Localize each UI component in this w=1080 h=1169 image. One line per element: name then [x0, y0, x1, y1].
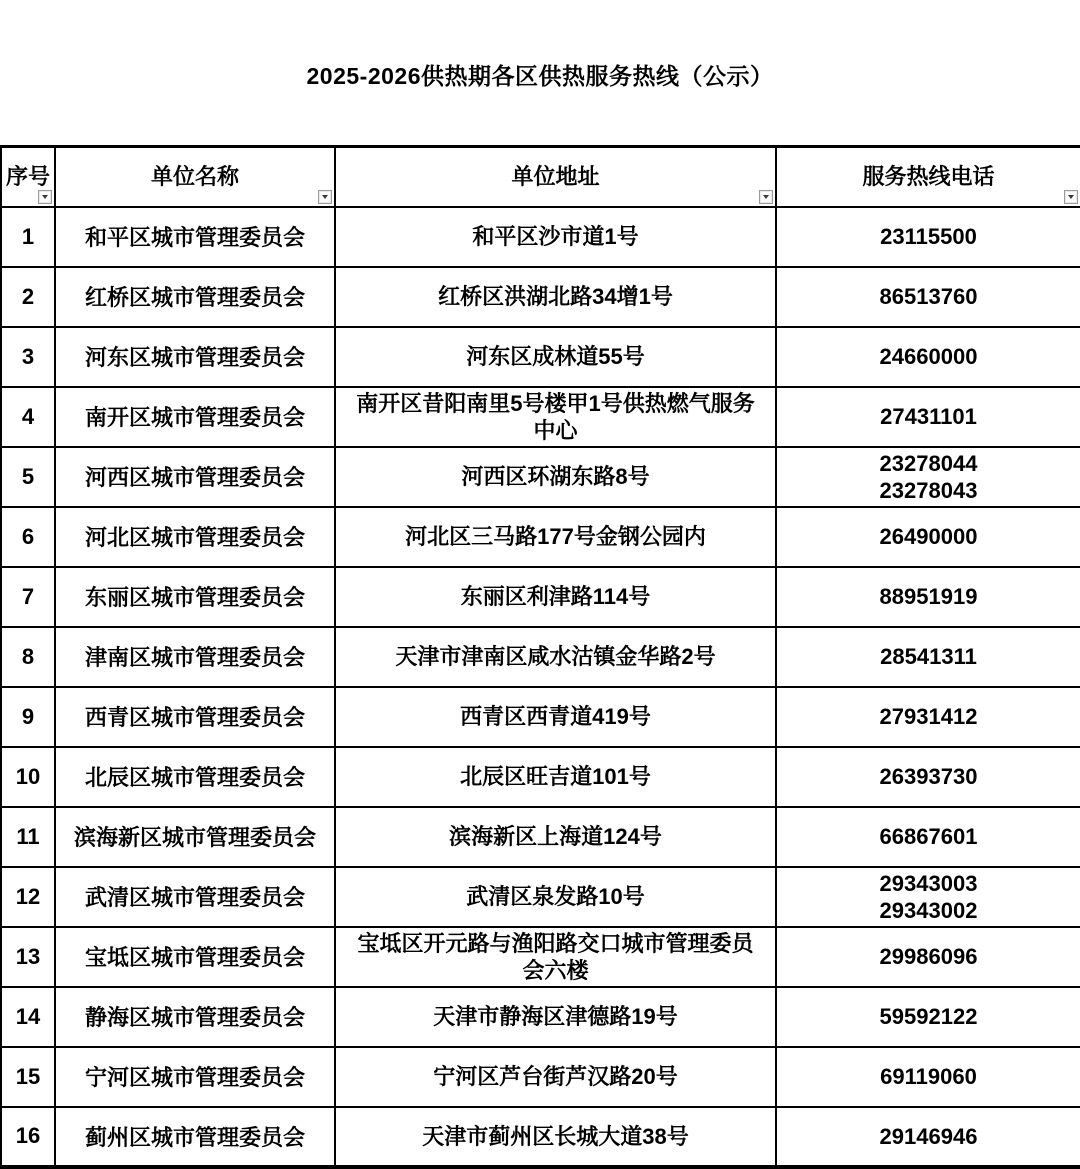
cell-address: 滨海新区上海道124号: [335, 807, 776, 867]
cell-no: 13: [1, 927, 55, 987]
table-row: [1, 927, 1080, 987]
cell-phone: [776, 1107, 1080, 1167]
cell-name: 和平区城市管理委员会: [55, 207, 335, 267]
cell-address: 东丽区利津路114号: [335, 567, 776, 627]
cell-address: 南开区昔阳南里5号楼甲1号供热燃气服务中心: [335, 387, 776, 447]
header-label-name: 单位名称: [150, 163, 239, 189]
header-label-address: 单位地址: [511, 163, 600, 189]
page-title: 2025-2026供热期各区供热服务热线（公示）: [306, 63, 774, 89]
phone-number: 23278044: [879, 450, 978, 476]
phone-number: 88951919: [879, 584, 978, 609]
cell-no: 2: [1, 267, 55, 327]
cell-no: 3: [1, 327, 55, 387]
phone-number: 24660000: [879, 344, 978, 369]
table-row: [1, 327, 1080, 387]
filter-dropdown-icon[interactable]: [759, 190, 773, 204]
cell-name: 津南区城市管理委员会: [55, 627, 335, 687]
table-row: [1, 507, 1080, 567]
header-cell-address: [335, 147, 776, 207]
cell-phone: [776, 807, 1080, 867]
cell-phone: [776, 447, 1080, 507]
phone-number: 86513760: [879, 284, 978, 309]
phone-number: 26490000: [879, 524, 978, 549]
cell-address: 宝坻区开元路与渔阳路交口城市管理委员会六楼: [335, 927, 776, 987]
phone-number: 29343003: [879, 870, 978, 896]
header-cell-phone: [776, 147, 1080, 207]
phone-number: 66867601: [879, 824, 978, 849]
cell-phone: [776, 327, 1080, 387]
cell-no: 7: [1, 567, 55, 627]
phone-number: 29343002: [879, 897, 978, 923]
cell-address: 天津市蓟州区长城大道38号: [335, 1107, 776, 1167]
filter-dropdown-icon[interactable]: [38, 190, 52, 204]
cell-name: 滨海新区城市管理委员会: [55, 807, 335, 867]
cell-name: 蓟州区城市管理委员会: [55, 1107, 335, 1167]
cell-address: 河东区成林道55号: [335, 327, 776, 387]
cell-no: 4: [1, 387, 55, 447]
header-row: [1, 147, 1080, 207]
cell-name: 河北区城市管理委员会: [55, 507, 335, 567]
cell-name: 河东区城市管理委员会: [55, 327, 335, 387]
cell-name: 宁河区城市管理委员会: [55, 1047, 335, 1107]
phone-number: 26393730: [879, 764, 978, 789]
phone-number: 59592122: [879, 1004, 978, 1029]
phone-number: 23115500: [880, 224, 977, 249]
cell-address: 天津市津南区咸水沽镇金华路2号: [335, 627, 776, 687]
phone-number: 29986096: [879, 944, 978, 969]
phone-number: 27431101: [880, 404, 977, 429]
table-row: [1, 987, 1080, 1047]
cell-name: 宝坻区城市管理委员会: [55, 927, 335, 987]
cell-address: 宁河区芦台街芦汉路20号: [335, 1047, 776, 1107]
cell-phone: [776, 747, 1080, 807]
hotline-table: [0, 145, 1080, 1169]
phone-number: 29146946: [879, 1123, 978, 1149]
cell-address: 河北区三马路177号金钢公园内: [335, 507, 776, 567]
cell-address: 和平区沙市道1号: [335, 207, 776, 267]
cell-phone: [776, 387, 1080, 447]
chevron-down-icon: [322, 195, 328, 199]
cell-no: 15: [1, 1047, 55, 1107]
phone-number: 69119060: [880, 1064, 977, 1089]
table-row: [1, 687, 1080, 747]
cell-no: 8: [1, 627, 55, 687]
table-row: [1, 207, 1080, 267]
cell-address: 天津市静海区津德路19号: [335, 987, 776, 1047]
table-row: [1, 627, 1080, 687]
cell-name: 东丽区城市管理委员会: [55, 567, 335, 627]
header-label-phone: 服务热线电话: [862, 163, 995, 189]
cell-name: 北辰区城市管理委员会: [55, 747, 335, 807]
chevron-down-icon: [763, 195, 769, 199]
chevron-down-icon: [42, 195, 48, 199]
table-row: [1, 807, 1080, 867]
cell-no: 11: [1, 807, 55, 867]
cell-address: 河西区环湖东路8号: [335, 447, 776, 507]
cell-no: 9: [1, 687, 55, 747]
cell-phone: [776, 507, 1080, 567]
cell-name: 南开区城市管理委员会: [55, 387, 335, 447]
table-row: [1, 747, 1080, 807]
cell-address: 西青区西青道419号: [335, 687, 776, 747]
phone-number: 23278043: [879, 477, 978, 503]
table-row: [1, 387, 1080, 447]
cell-no: 1: [1, 207, 55, 267]
filter-dropdown-icon[interactable]: [1064, 190, 1078, 204]
header-label-no: 序号: [5, 163, 50, 189]
cell-no: 5: [1, 447, 55, 507]
table-row: [1, 867, 1080, 927]
table-row: [1, 1047, 1080, 1107]
phone-number: 27931412: [879, 704, 978, 729]
cell-no: 6: [1, 507, 55, 567]
table-row: [1, 267, 1080, 327]
cell-phone: [776, 867, 1080, 927]
cell-phone: [776, 987, 1080, 1047]
cell-phone: [776, 567, 1080, 627]
cell-phone: [776, 207, 1080, 267]
phone-number: 28541311: [880, 644, 977, 669]
table-row: [1, 1107, 1080, 1167]
table-row: [1, 567, 1080, 627]
cell-phone: [776, 267, 1080, 327]
cell-phone: [776, 1047, 1080, 1107]
cell-address: 武清区泉发路10号: [335, 867, 776, 927]
cell-no: 10: [1, 747, 55, 807]
filter-dropdown-icon[interactable]: [318, 190, 332, 204]
header-cell-name: [55, 147, 335, 207]
cell-name: 武清区城市管理委员会: [55, 867, 335, 927]
cell-name: 河西区城市管理委员会: [55, 447, 335, 507]
cell-no: 16: [1, 1107, 55, 1167]
table-row: [1, 447, 1080, 507]
cell-name: 西青区城市管理委员会: [55, 687, 335, 747]
cell-phone: [776, 927, 1080, 987]
header-cell-no: [1, 147, 55, 207]
chevron-down-icon: [1068, 195, 1074, 199]
cell-address: 北辰区旺吉道101号: [335, 747, 776, 807]
cell-no: 14: [1, 987, 55, 1047]
cell-no: 12: [1, 867, 55, 927]
cell-phone: [776, 687, 1080, 747]
cell-address: 红桥区洪湖北路34增1号: [335, 267, 776, 327]
cell-phone: [776, 627, 1080, 687]
cell-name: 红桥区城市管理委员会: [55, 267, 335, 327]
cell-name: 静海区城市管理委员会: [55, 987, 335, 1047]
